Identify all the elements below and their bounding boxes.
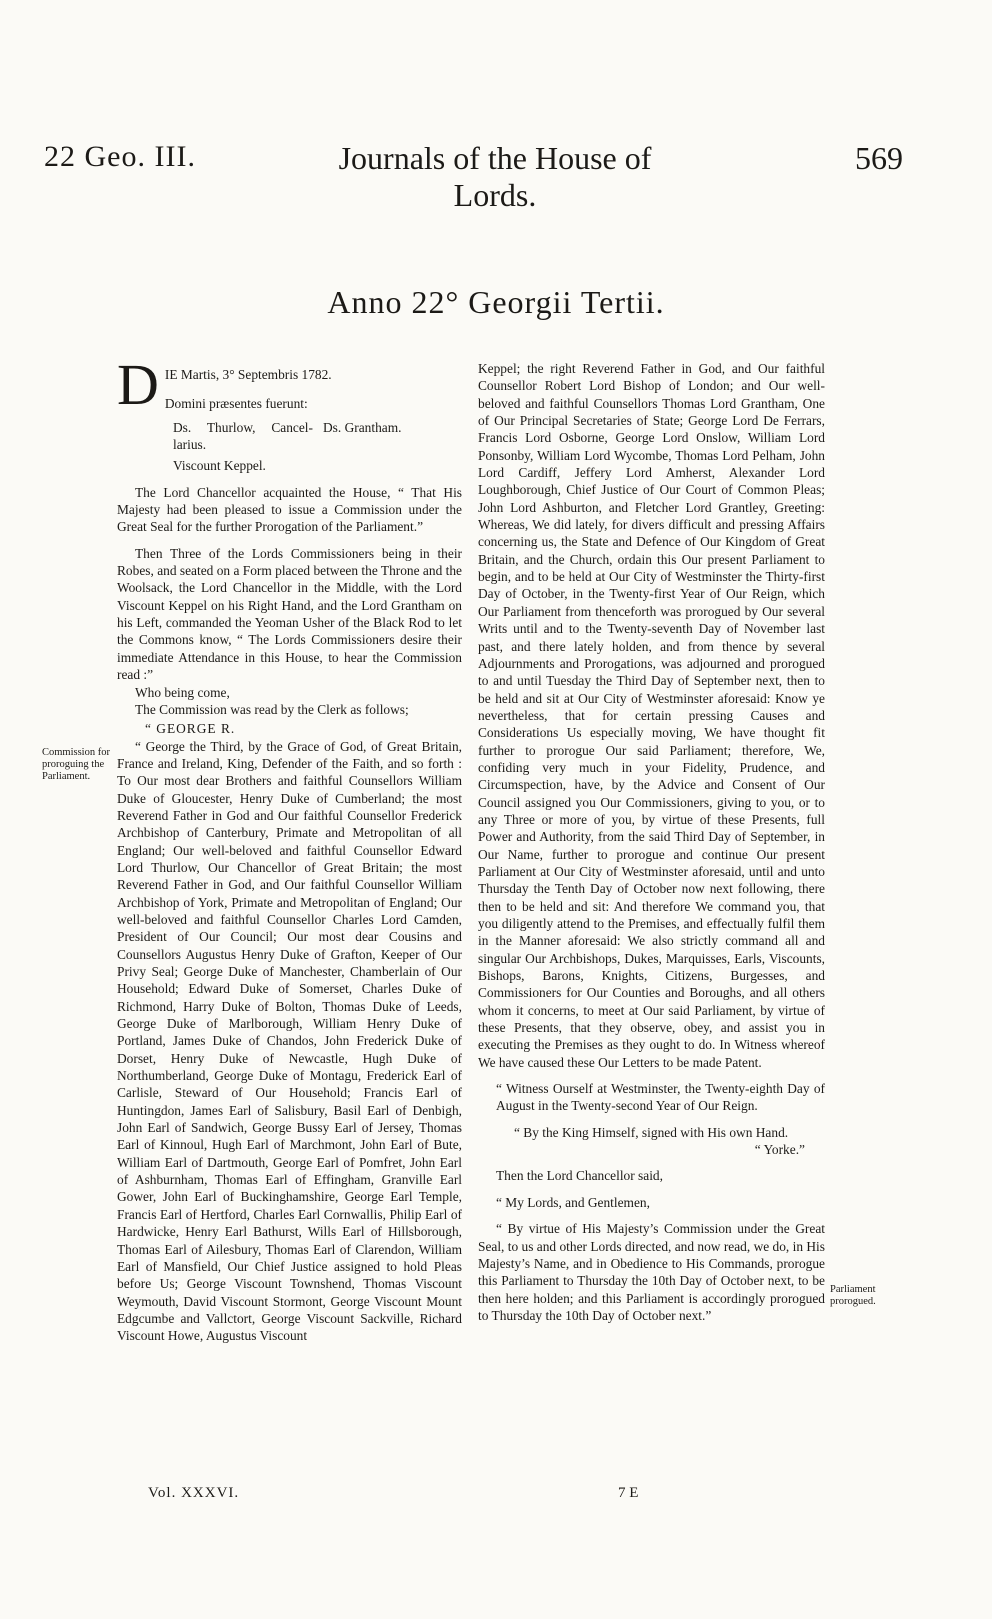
margin-note-commission: Commission for proroguing the Parliament. <box>42 747 110 782</box>
paragraph-who-being-come: Who being come, <box>135 684 230 700</box>
signed-clause: “ By the King Himself, signed with His own Hand. <box>514 1124 789 1140</box>
signature-mark: 7 E <box>618 1485 639 1501</box>
page-number: 569 <box>855 140 903 176</box>
lord-thurlow: Ds. Thurlow, Cancel- larius. <box>173 419 313 453</box>
paragraph-commissioners: Then Three of the Lords Commissioners being in their Robes, and seated on a Form placed between the Throne and the Woolsack, the Lord Chancellor in the Middle, with the Lord Viscount Keppel on his Right Hand, and the Lord Grantham on his Left, commanded the Yeoman Usher of the Black Rod to let the Commons know, “ The Lords Commissioners desire their immediate Attendance in this House, to hear the Commission read :” <box>117 545 462 683</box>
margin-note-prorogued: Parliament prorogued. <box>830 1284 876 1307</box>
die-date: IE Martis, 3° Septembris 1782. <box>164 367 332 382</box>
commission-text: “ George the Third, by the Grace of God, of Great Britain, France and Ireland, King, Defender of the Faith, and so forth : To Our most dear Brothers and faithful Counsellors William Duke of Gloucester, Henry Duke of Cumberland; the most Reverend Father in God and Our faithful Counsellor Frederick Archbishop of Canterbury, Primate and Metropolitan of all England; Our well-beloved and faithful Counsellor Edward Lord Thurlow, Our Chancellor of Great Britain; the most Reverend Father in God, and Our faithful Counsellor William Archbishop of York, Primate and Metropolitan of England; Our well-beloved and faithful Counsellor Charles Lord Camden, President of Our Council; Our most dear Cousins and Counsellors Augustus Henry Duke of Grafton, Keeper of Our Privy Seal; George Duke of Manchester, Chamberlain of Our Household; Edward Duke of Somerset, Charles Duke of Richmond, Harry Duke of Bolton, Thomas Duke of Leeds, George Duke of Marlborough, William Henry Duke of Portland, James Duke of Chandos, John Frederick Duke of Dorset, Henry Duke of Newcastle, Hugh Duke of Northumberland, George Duke of Montagu, Frederick Earl of Carlisle, Steward of Our Household; Francis Earl of Huntingdon, James Earl of Salisbury, Basil Earl of Denbigh, John Earl of Sandwich, George Bussy Earl of Jersey, Thomas Earl of Kinnoul, Hugh Earl of Marchmont, John Earl of Bute, William Earl of Dartmouth, George Earl of Pomfret, John Earl of Ashburnham, Thomas Earl of Effingham, Granville Earl Gower, John Earl of Buckinghamshire, George Earl Temple, Francis Earl of Hertford, Charles Earl Cornwallis, Philip Earl of Hardwicke, Henry Earl Bathurst, Wills Earl of Hillsborough, Thomas Earl of Ailesbury, Thomas Earl of Clarendon, William Earl of Mansfield, Our Chief Justice assigned to hold Pleas before Us; George Viscount Townshend, Thomas Viscount Weymouth, David Viscount Stormont, George Viscount Mount Edgcumbe and Vallctort, George Viscount Sackville, Richard Viscount Howe, Augustus Viscount <box>117 738 462 1344</box>
lord-keppel: Viscount Keppel. <box>173 458 266 474</box>
lord-grantham: Ds. Grantham. <box>323 419 402 435</box>
signature-yorke: “ Yorke.” <box>754 1142 805 1158</box>
date-line <box>117 352 462 417</box>
session-heading: Anno 22° Georgii Tertii. <box>327 284 665 320</box>
my-lords-gentlemen: “ My Lords, and Gentlemen, <box>496 1194 650 1210</box>
volume-number: Vol. XXXVI. <box>148 1485 240 1501</box>
running-head-title: Journals of the House of Lords. <box>338 140 652 213</box>
witness-clause: “ Witness Ourself at Westminster, the Twenty-eighth Day of August in the Twenty-second Year of Our Reign. <box>496 1081 825 1114</box>
chancellor-said: Then the Lord Chancellor said, <box>496 1168 663 1184</box>
lords-present-table <box>173 419 411 454</box>
commission-continued: Keppel; the right Reverend Father in God, and Our faithful Counsellor Robert Lord Bishop of London; and Our well-beloved and faithful Counsellors Thomas Lord Grantham, One of Our Principal Secretaries of State; George Lord De Ferrars, Francis Lord Osborne, George Lord Onslow, William Lord Ponsonby, William Lord Wycombe, Thomas Lord Pelham, John Lord Cardiff, Jeffery Lord Amherst, Alexander Lord Loughborough, Chief Justice of Our Court of Common Pleas; John Lord Ashburton, and Fletcher Lord Grantley, Greeting: Whereas, We did lately, for divers difficult and pressing Affairs concerning us, the State and Defence of Our Kingdom of Great Britain, and the Church, ordain this Our present Parliament to begin, and to be held at Our City of Westminster the Thirty-first Day of October, in the Twenty-first Year of Our Reign, which Our Parliament from thenceforth was prorogued by Our several Writs until and to the Twenty-seventh Day of November last past, and there lately holden, and from thence by several Adjournments and Prorogations, was adjourned and prorogued to and until Tuesday the Third Day of September next, then to be held and sit at Our City of Westminster aforesaid: Know ye nevertheless, that for certain pressing Causes and Considerations Us especially moving, We have thought fit further to prorogue Our said Parliament; therefore, We, confiding very much in your Fidelity, Prudence, and Circumspection, have, by the Advice and Consent of Our Council assigned you Our Commissioners, giving to you, or to any Three or more of you, by virtue of these Presents, full Power and Authority, from the said Third Day of September, in Our Name, further to prorogue and continue Our present Parliament at Our City of Westminster aforesaid, until and unto Thursday the Tenth Day of October now next following, there then to be held and sit: And therefore We command you, that you diligently attend to the Premises, and effectually fulfil them in the Manner aforesaid: We also strictly command all and singular Our Archbishops, Dukes, Marquisses, Earls, Viscounts, Bishops, Barons, Knights, Citizens, Burgesses, and Commissioners for Our Counties and Boroughs, and all others whom it concerns, to meet at Our said Parliament, by virtue of these Presents, that they observe, obey, and assist you in executing the Premises as they ought to do. In Witness whereof We have caused these Our Letters to be made Patent. <box>478 361 825 1070</box>
running-head-regnal-year: 22 Geo. III. <box>44 140 196 173</box>
left-column <box>117 352 462 1345</box>
prorogation-speech: “ By virtue of His Majesty’s Commission under the Great Seal, to us and other Lords directed, and now read, we do, in His Majesty’s Name, and in Obedience to His Commands, prorogue this Parliament to Thursday the 10th Day of October next, to be then here holden; and this Parliament is accordingly prorogued to Thursday the 10th Day of October next.” <box>478 1221 825 1323</box>
paragraph-read-by-clerk: The Commission was read by the Clerk as follows; <box>135 701 409 717</box>
right-column <box>478 360 825 1324</box>
drop-cap: D <box>117 352 159 417</box>
present-heading: Domini præsentes fuerunt: <box>164 396 308 412</box>
paragraph-chancellor: The Lord Chancellor acquainted the House, “ That His Majesty had been pleased to issue a Commission under the Great Seal for the further Prorogation of the Parliament.” <box>117 484 462 535</box>
george-r-heading: “ GEORGE R. <box>145 721 236 737</box>
